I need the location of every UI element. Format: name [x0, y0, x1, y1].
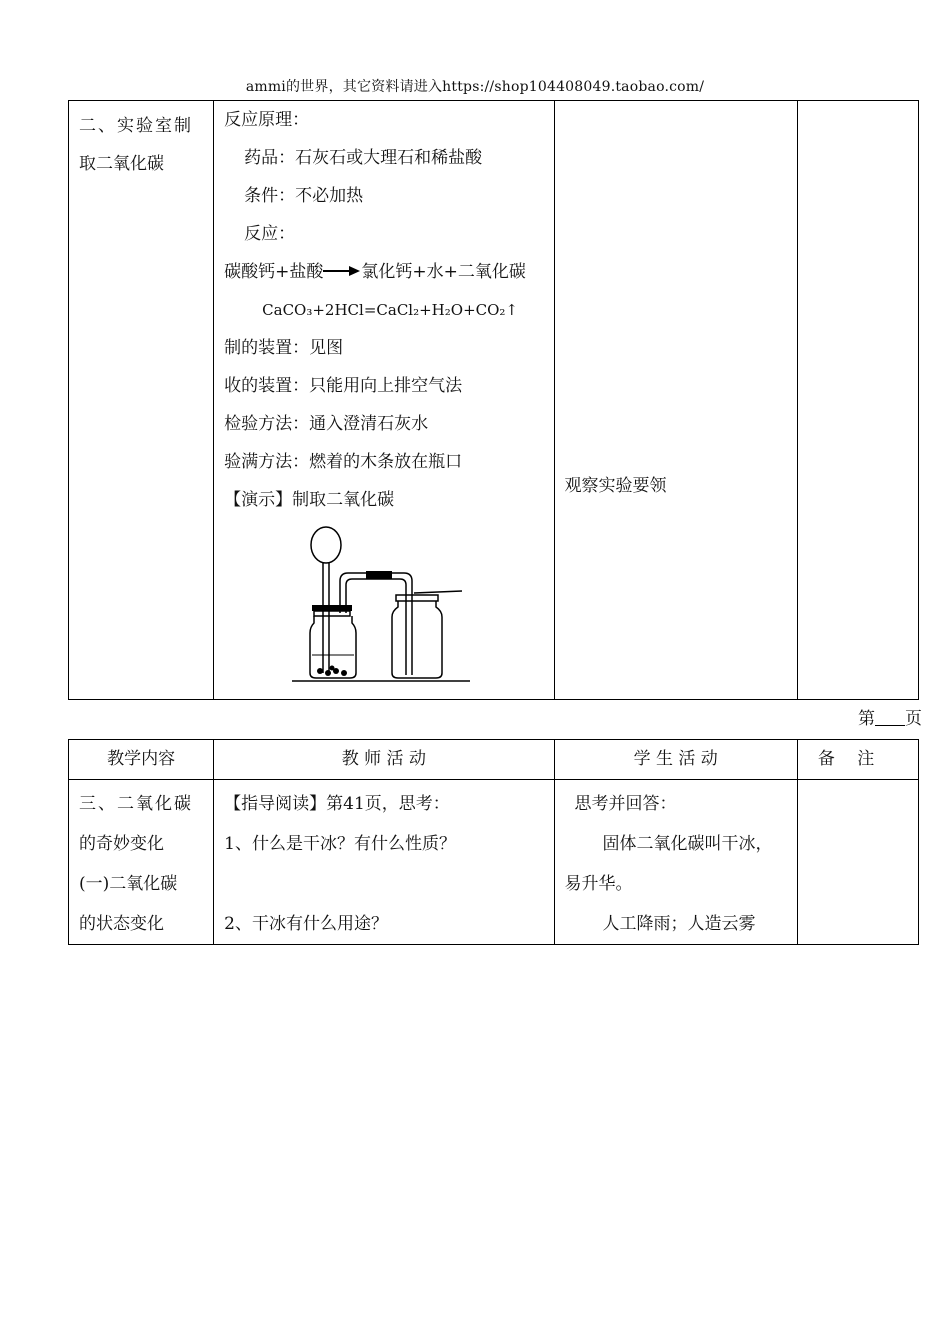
header-student: 学 生 活 动 — [554, 740, 797, 780]
teacher-line: 1、什么是干冰？有什么性质？ — [224, 834, 456, 854]
full-test-text: 验满方法：燃着的木条放在瓶口 — [224, 452, 463, 472]
chemical-formula: CaCO₃+2HCl=CaCl₂+H₂O+CO₂↑ — [262, 301, 518, 319]
student-line: 思考并回答： — [574, 794, 677, 814]
page-number — [858, 704, 922, 729]
student-cell — [554, 780, 797, 945]
section-title-line1: 二、实验室制 — [79, 116, 193, 136]
demo-text: 【演示】制取二氧化碳 — [224, 490, 395, 510]
student-line: 人工降雨；人造云雾 — [602, 914, 756, 934]
student-activity-cell — [554, 101, 797, 700]
remarks-cell-2 — [797, 780, 918, 945]
page-number-suffix: 页 — [905, 709, 922, 729]
principle-label: 反应原理： — [224, 110, 310, 130]
state-change-table — [68, 739, 919, 945]
header-teacher: 教 师 活 动 — [214, 740, 554, 780]
co2-apparatus-diagram — [284, 523, 484, 688]
content-line: (一)二氧化碳 — [79, 874, 178, 894]
teacher-line: 2、干冰有什么用途？ — [224, 914, 388, 934]
teacher-line — [224, 864, 543, 904]
apparatus-text: 制的装置：见图 — [224, 338, 344, 358]
section-title-line2: 取二氧化碳 — [79, 154, 164, 174]
observe-note: 观察实验要领 — [564, 476, 667, 496]
page-number-blank — [875, 709, 905, 726]
remarks-cell — [797, 101, 918, 700]
section-title-cell — [69, 101, 214, 700]
lab-prep-table — [68, 100, 919, 700]
teacher-cell — [214, 780, 554, 945]
test-method-text: 检验方法：通入澄清石灰水 — [224, 414, 429, 434]
teacher-activity-cell — [214, 101, 554, 700]
header-content: 教学内容 — [69, 740, 214, 780]
teacher-line: 【指导阅读】第41页，思考： — [224, 794, 450, 814]
page-number-prefix: 第 — [858, 709, 875, 729]
word-equation-left: 碳酸钙+盐酸 — [224, 262, 324, 282]
content-line: 的奇妙变化 — [79, 834, 164, 854]
content-line: 三、二氧化碳 — [79, 794, 193, 814]
reagents-text: 药品：石灰石或大理石和稀盐酸 — [244, 148, 483, 168]
student-line: 易升华。 — [564, 874, 633, 894]
header-remarks: 备 注 — [797, 740, 918, 780]
word-equation — [224, 253, 543, 291]
student-line: 固体二氧化碳叫干冰， — [602, 834, 773, 854]
page-header: ammi的世界，其它资料请进入https://shop104408049.taobao.com/ — [245, 79, 705, 95]
conditions-text: 条件：不必加热 — [244, 186, 364, 206]
collection-text: 收的装置：只能用向上排空气法 — [224, 376, 463, 396]
word-equation-right: 氯化钙+水+二氧化碳 — [361, 262, 526, 282]
content-cell — [69, 780, 214, 945]
reaction-arrow-icon — [323, 264, 361, 278]
content-line: 的状态变化 — [79, 914, 164, 934]
reaction-label: 反应： — [244, 224, 296, 244]
